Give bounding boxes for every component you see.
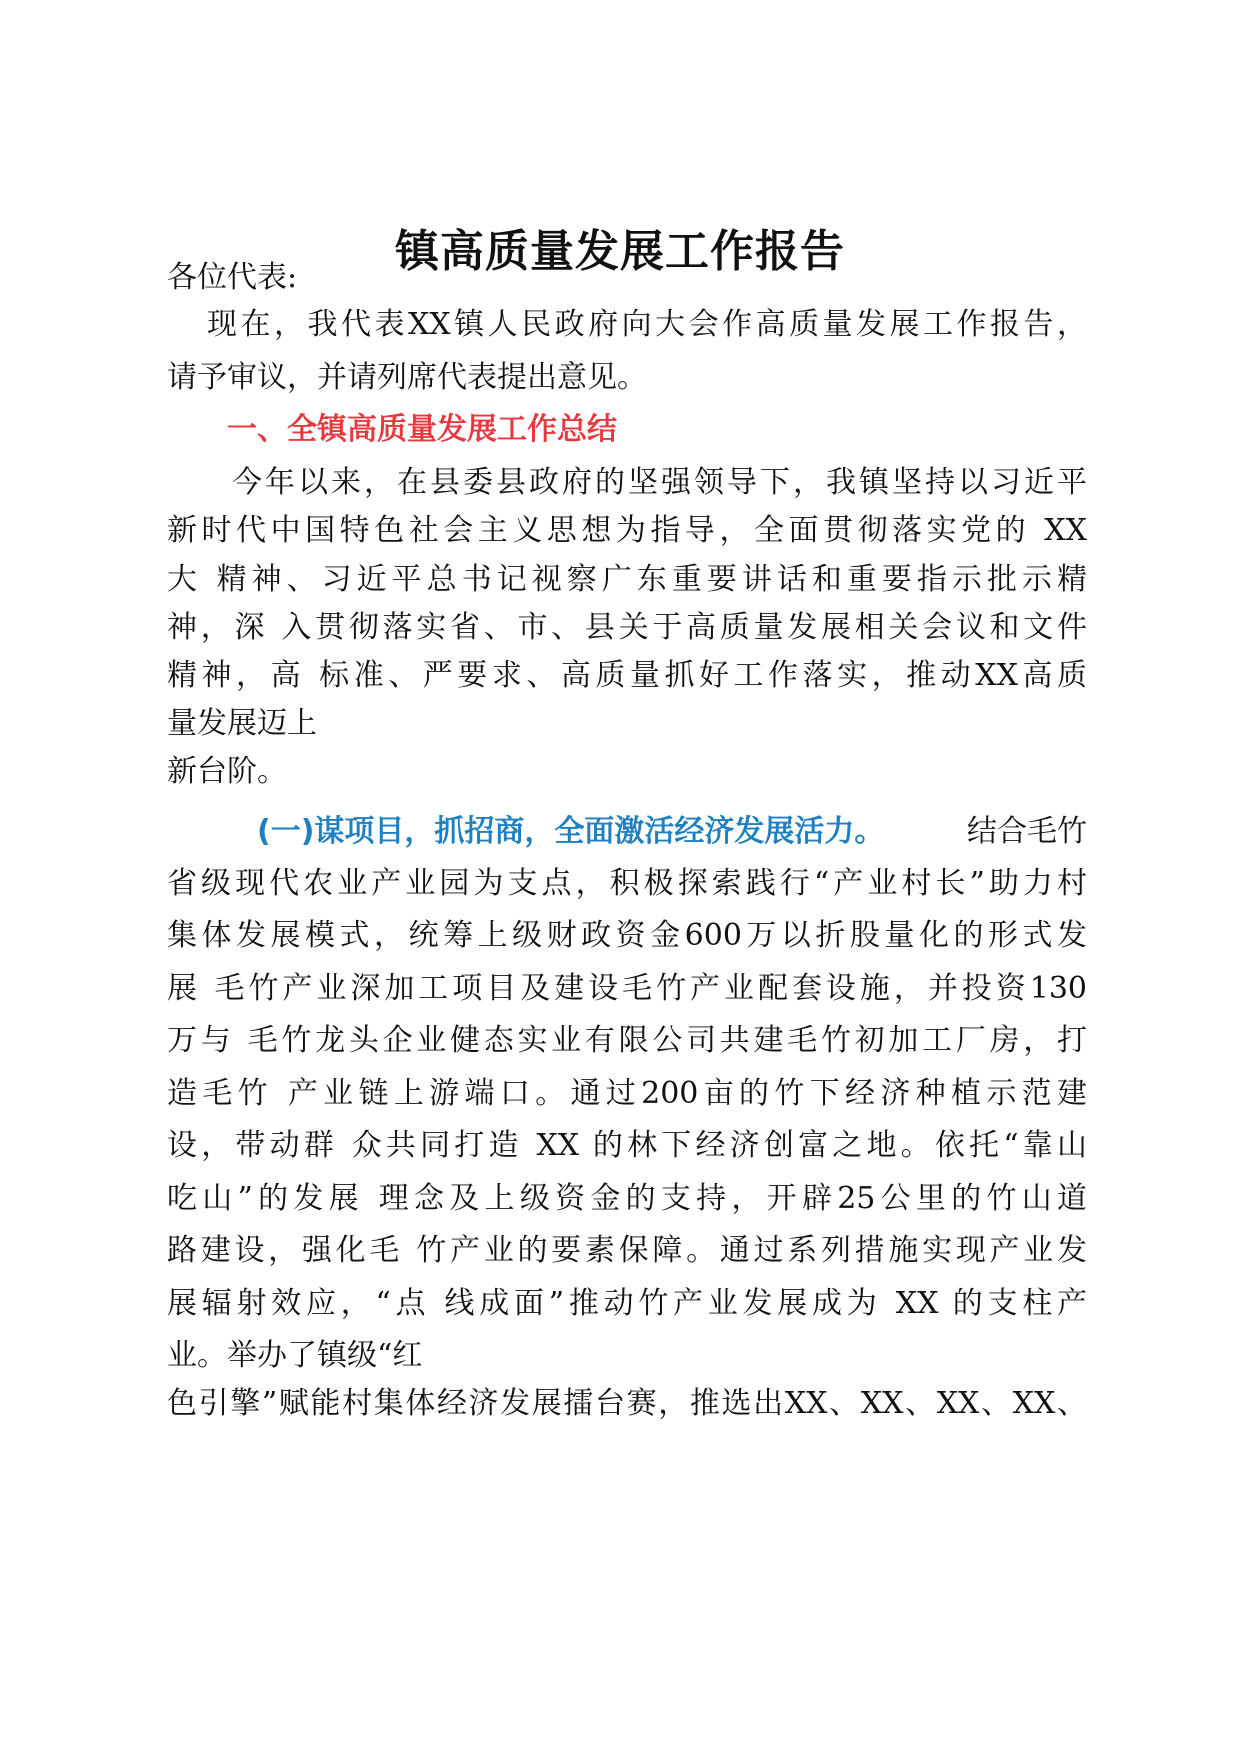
section-heading-1: 一、全镇高质量发展工作总结 (227, 412, 617, 447)
subsection1-first-tail: 结合毛竹 (967, 814, 1087, 849)
subsection1-first-line (257, 812, 1087, 852)
section1-line-1: 今年以来，在县委县政府的坚强领导下，我镇坚持以习近平 (232, 465, 1087, 500)
section1-line-3: 大 精神、习近平总书记视察广东重要讲话和重要指示批示精 (167, 562, 1087, 597)
section1-line-5: 精神，高 标准、严要求、高质量抓好工作落实，推动XX高质 (167, 658, 1087, 693)
subsection1-line-12: 色引擎”赋能村集体经济发展擂台赛，推选出XX、XX、XX、XX、 (167, 1386, 1087, 1421)
section1-line-4: 神，深 入贯彻落实省、市、县关于高质量发展相关会议和文件 (167, 610, 1087, 645)
section1-line-2: 新时代中国特色社会主义思想为指导，全面贯彻落实党的 XX (167, 513, 1087, 548)
intro-line-1: 现在，我代表XX镇人民政府向大会作高质量发展工作报告， (207, 307, 1087, 342)
subsection1-line-10: 展辐射效应，“点 线成面”推动竹产业发展成为 XX 的支柱产 (167, 1286, 1087, 1321)
section1-line-7: 新台阶。 (167, 754, 287, 789)
subsection1-line-7: 设，带动群 众共同打造 XX 的林下经济创富之地。依托“靠山 (167, 1128, 1087, 1163)
subsection1-line-3: 集体发展模式，统筹上级财政资金600万以折股量化的形式发 (167, 918, 1087, 953)
intro-line-2: 请予审议，并请列席代表提出意见。 (167, 360, 647, 395)
subsection1-line-11: 业。举办了镇级“红 (167, 1338, 423, 1373)
subsection1-line-2: 省级现代农业产业园为支点，积极探索践行“产业村长”助力村 (167, 866, 1087, 901)
subsection1-line-6: 造毛竹 产业链上游端口。通过200亩的竹下经济种植示范建 (167, 1076, 1087, 1111)
subsection1-line-8: 吃山”的发展 理念及上级资金的支持，开辟25公里的竹山道 (167, 1181, 1087, 1216)
subsection1-line-5: 万与 毛竹龙头企业健态实业有限公司共建毛竹初加工厂房，打 (167, 1023, 1087, 1058)
subsection-heading-1: (一)谋项目，抓招商，全面激活经济发展活力。 (257, 814, 885, 849)
document-title: 镇高质量发展工作报告 (395, 226, 845, 277)
salutation: 各位代表: (167, 260, 298, 295)
subsection1-line-4: 展 毛竹产业深加工项目及建设毛竹产业配套设施，并投资130 (167, 971, 1087, 1006)
section1-line-6: 量发展迈上 (167, 706, 317, 741)
subsection1-line-9: 路建设，强化毛 竹产业的要素保障。通过系列措施实现产业发 (167, 1233, 1087, 1268)
